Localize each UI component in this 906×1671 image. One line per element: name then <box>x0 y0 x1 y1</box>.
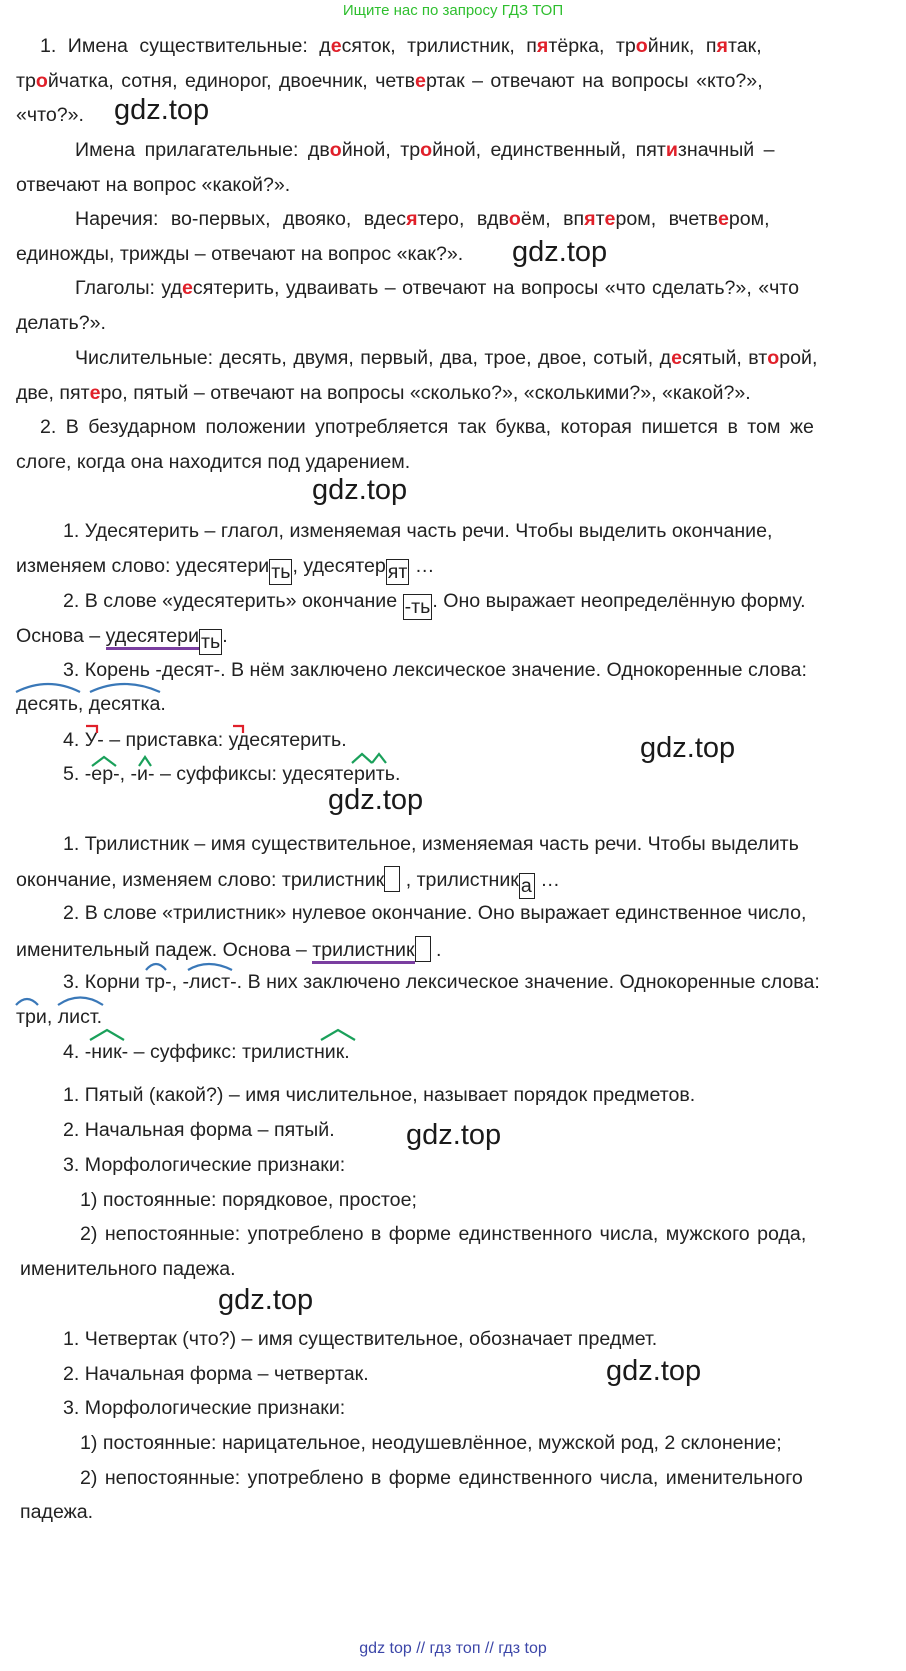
root-arc-mark <box>146 964 166 970</box>
trilistnik-p1-line-1: 1. Трилистник – имя существительное, изменяемая часть речи. Чтобы выделить <box>63 833 799 855</box>
watermark: gdz.top <box>512 236 608 268</box>
watermark: gdz.top <box>406 1119 502 1151</box>
pyatyi-line-6: именительного падежа. <box>20 1258 236 1280</box>
root-arc-mark <box>58 998 103 1006</box>
udesyaterit-p2-line-1: 2. В слове «удесятерить» окончание -ть . Оно выражает неопределённую форму. <box>63 590 806 618</box>
ending-box: -ть <box>404 596 431 618</box>
watermark: gdz.top <box>218 1284 314 1316</box>
nouns-line-3: «что?». <box>16 104 84 126</box>
trilistnik-p4: 4. -ник- – суффикс: трилистник. <box>63 1041 350 1063</box>
suffix-mark <box>321 1030 355 1040</box>
footer-links[interactable]: gdz top // гдз топ // гдз top <box>359 1640 547 1657</box>
verbs-line-2: делать?». <box>16 312 106 334</box>
adverbs-line-1: Наречия: во-первых, двояко, вдесятеро, вдвоём, впятером, вчетвером, <box>75 208 770 230</box>
pyatyi-line-4: 1) постоянные: порядковое, простое; <box>80 1189 417 1211</box>
trilistnik-p2-line-2: именительный падеж. Основа – трилистник . <box>16 936 441 964</box>
stem-underline: удесятери <box>106 625 199 650</box>
chetvertak-line-6: падежа. <box>20 1501 94 1523</box>
watermark: gdz.top <box>640 732 736 764</box>
verbs-line-1: Глаголы: удесятерить, удваивать – отвечают на вопросы «что сделать?», «что <box>75 277 799 299</box>
nouns-line-2: тройчатка, сотня, единорог, двоечник, четвертак – отвечают на вопросы «кто?», <box>16 70 763 92</box>
chetvertak-line-1: 1. Четвертак (что?) – имя существительное, обозначает предмет. <box>63 1328 658 1350</box>
ending-box: ть <box>271 561 291 583</box>
udesyaterit-p2-line-2: Основа – удесятери ть . <box>16 625 228 653</box>
udesyaterit-p3-line-2: десять, десятка. <box>16 693 166 715</box>
stem-underline: трилистник <box>312 939 414 964</box>
numerals-line-2: две, пятеро, пятый – отвечают на вопросы «сколько?», «сколькими?», «какой?». <box>16 382 751 404</box>
nouns-line-1: 1. Имена существительные: десяток, трилистник, пятёрка, тройник, пятак, <box>40 35 762 57</box>
ending-box: ят <box>387 561 408 583</box>
adverbs-line-2: единожды, трижды – отвечают на вопрос «как?». <box>16 243 464 265</box>
chetvertak-line-3: 3. Морфологические признаки: <box>63 1397 346 1419</box>
suffix-mark <box>92 757 116 766</box>
task2-line-2: слоге, когда она находится под ударением. <box>16 451 411 473</box>
trilistnik-p3-line-2: три, лист. <box>16 1006 103 1028</box>
udesyaterit-p1-line-2: изменяем слово: удесятери ть , удесятер ят … <box>16 555 435 583</box>
watermark: gdz.top <box>114 94 210 126</box>
udesyaterit-p3-line-1: 3. Корень -десят-. В нём заключено лексическое значение. Однокоренные слова: <box>63 659 807 681</box>
task2-line-1: 2. В безударном положении употребляется так буква, которая пишется в том же <box>40 416 814 438</box>
trilistnik-p2-line-1: 2. В слове «трилистник» нулевое окончание. Оно выражает единственное число, <box>63 902 807 924</box>
udesyaterit-p1-line-1: 1. Удесятерить – глагол, изменяемая часть речи. Чтобы выделить окончание, <box>63 520 773 542</box>
udesyaterit-p4: 4. У- – приставка: удесятерить. <box>63 729 347 751</box>
adjectives-line-2: отвечают на вопрос «какой?». <box>16 174 291 196</box>
chetvertak-line-5: 2) непостоянные: употреблено в форме единственного числа, именительного <box>80 1467 803 1489</box>
root-arc-mark <box>16 999 38 1005</box>
watermark: gdz.top <box>328 784 424 816</box>
trilistnik-p1-line-2: окончание, изменяем слово: трилистник , трилистник а … <box>16 866 560 899</box>
watermark: gdz.top <box>312 474 408 506</box>
pyatyi-line-5: 2) непостоянные: употреблено в форме единственного числа, мужского рода, <box>80 1223 807 1245</box>
suffix-mark <box>372 754 386 763</box>
chetvertak-line-4: 1) постоянные: нарицательное, неодушевлённое, мужской род, 2 склонение; <box>80 1432 782 1454</box>
prefix-mark <box>233 726 243 733</box>
root-arc-mark <box>90 684 160 692</box>
suffix-mark <box>139 757 151 766</box>
root-arc-mark <box>188 964 232 970</box>
watermark: gdz.top <box>606 1355 702 1387</box>
udesyaterit-p5: 5. -ер-, -и- – суффиксы: удесятерить. <box>63 763 401 785</box>
trilistnik-p3-line-1: 3. Корни тр-, -лист-. В них заключено лексическое значение. Однокоренные слова: <box>63 971 820 993</box>
adjectives-line-1: Имена прилагательные: двойной, тройной, единственный, пятизначный – <box>75 139 775 161</box>
pyatyi-line-1: 1. Пятый (какой?) – имя числительное, называет порядок предметов. <box>63 1084 696 1106</box>
numerals-line-1: Числительные: десять, двумя, первый, два, трое, двое, сотый, десятый, второй, <box>75 347 818 369</box>
suffix-mark <box>90 1030 124 1040</box>
ending-box: а <box>519 873 535 899</box>
prefix-mark <box>86 726 97 733</box>
pyatyi-line-2: 2. Начальная форма – пятый. <box>63 1119 335 1141</box>
ending-box: ть <box>201 631 221 653</box>
root-arc-mark <box>16 684 80 692</box>
suffix-mark <box>352 754 372 763</box>
pyatyi-line-3: 3. Морфологические признаки: <box>63 1154 346 1176</box>
chetvertak-line-2: 2. Начальная форма – четвертак. <box>63 1363 369 1385</box>
header-banner[interactable]: Ищите нас по запросу ГДЗ ТОП <box>342 2 564 19</box>
